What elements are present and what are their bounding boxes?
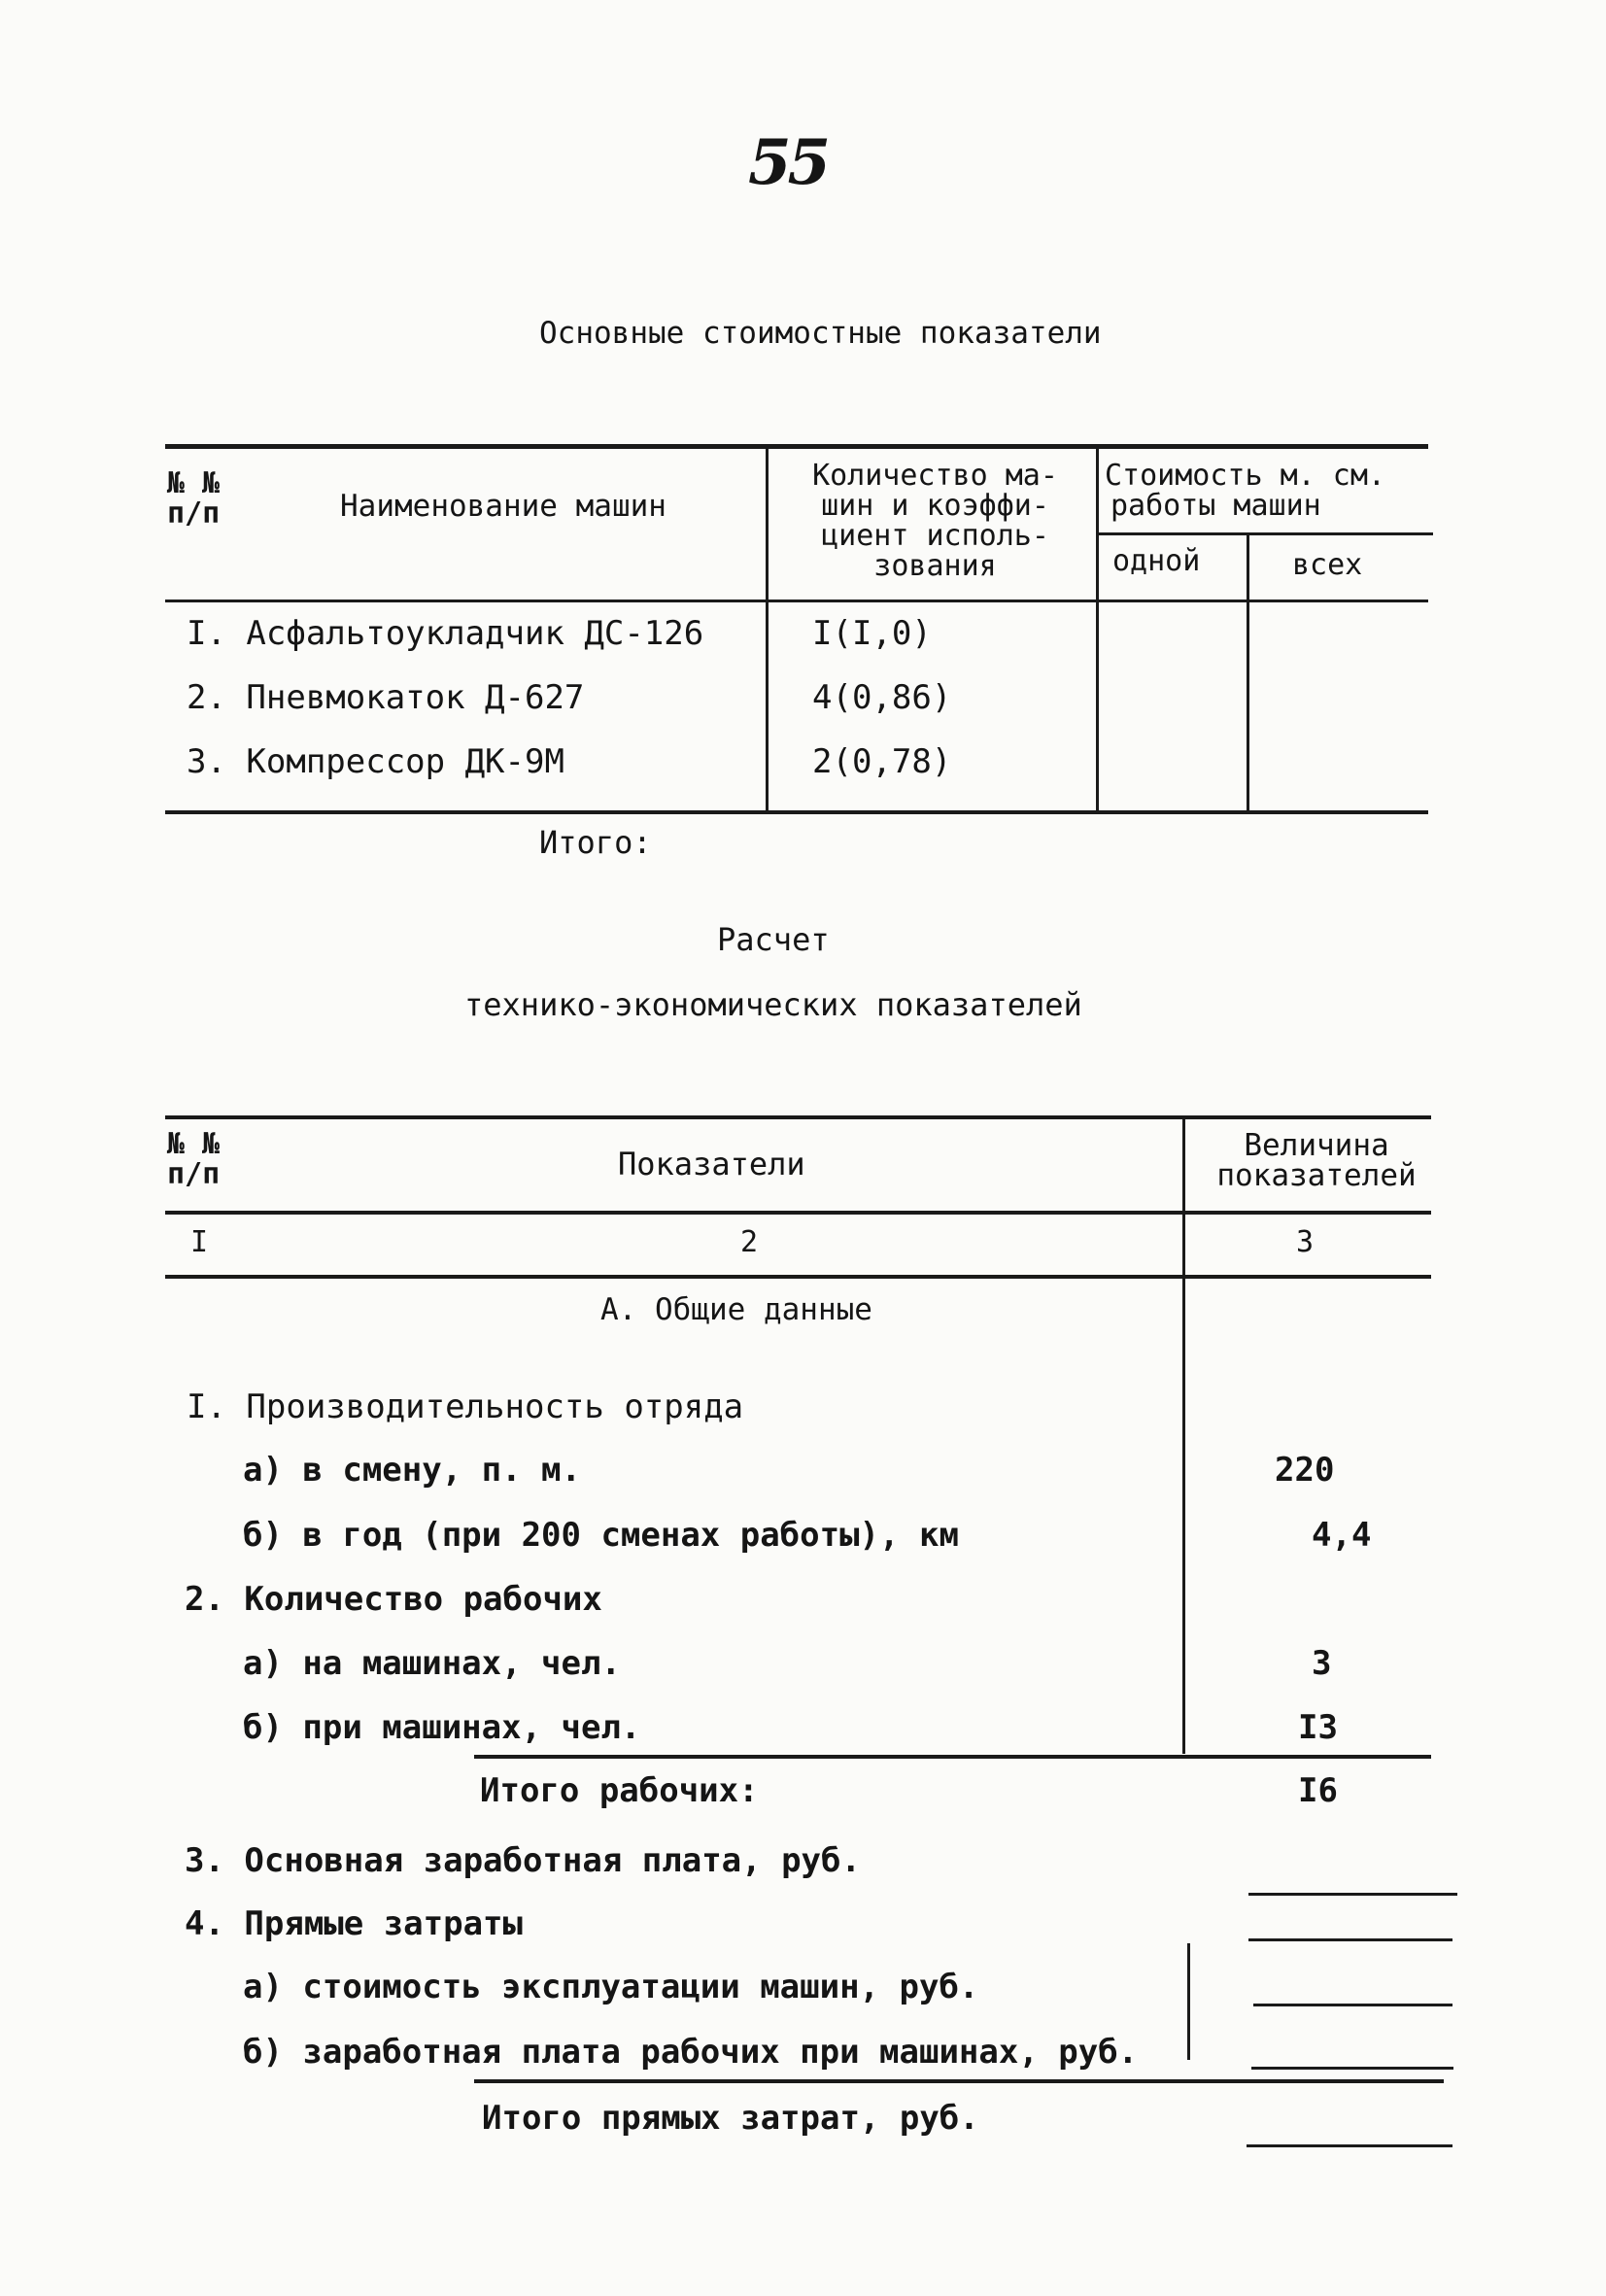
table1-row-name: 3. Компрессор ДК-9М [187,742,564,781]
table1-row-qty: 2(0,78) [812,742,952,781]
table2-top-rule [165,1115,1431,1119]
table2-value-header: Величина показателей [1216,1128,1417,1193]
indicator-label: а) стоимость эксплуатации машин, руб. [243,1968,979,2006]
table2-header-rule [165,1211,1431,1215]
table1-vline-2 [1096,447,1099,810]
indicator-value: 4,4 [1312,1516,1372,1555]
table1-vline-1 [766,447,769,810]
table1-name-header: Наименование машин [340,489,666,524]
table1-row-qty: 4(0,86) [812,678,952,717]
section2-title-line2: технико-экономических показателей [464,986,1082,1023]
table2-colnum-rule [165,1275,1431,1279]
section2-title-line1: Расчет [717,921,830,958]
table1-qty-header: Количество ма- шин и коэффи- циент исполь- зования [812,459,1058,583]
table2-num-header: № № п/п [167,1127,221,1191]
table1-cost-one-header: одной [1112,544,1201,578]
indicator-label: Итого прямых затрат, руб. [482,2099,979,2138]
indicator-value: 3 [1312,1644,1332,1683]
table1-cost-all-header: всех [1292,548,1363,582]
table2-colnum-3: 3 [1296,1225,1315,1259]
indicator-label: б) заработная плата рабочих при машинах, руб. [243,2033,1139,2072]
indicator-label: Итого рабочих: [480,1771,759,1810]
table1-row-qty: I(I,0) [812,614,932,653]
table1-vline-3 [1247,534,1249,810]
table1-header-rule [165,600,1428,602]
indicator-label: 2. Количество рабочих [185,1580,602,1619]
indicator-label: а) в смену, п. м. [243,1451,581,1490]
table2-colnum-1: I [190,1225,209,1259]
table1-bottom-rule [165,810,1428,814]
table1-total-label: Итого: [539,824,652,861]
table2-indicators-header: Показатели [618,1146,805,1182]
blank-value-line [1247,2144,1452,2147]
indicator-label: б) в год (при 200 сменах работы), км [243,1516,959,1555]
table2-direct-rule [474,2079,1444,2083]
blank-value-line [1253,2004,1452,2006]
indicator-value: 220 [1275,1451,1335,1490]
indicator-value: I3 [1298,1708,1338,1747]
subsection-a-title: А. Общие данные [600,1292,872,1327]
table2-workers-rule [474,1755,1431,1759]
indicator-label: 3. Основная заработная плата, руб. [185,1841,861,1880]
blank-value-line [1248,1893,1457,1896]
table1-top-rule [165,444,1428,449]
indicator-label: I. Производительность отряда [187,1388,744,1426]
table1-cost-subrule [1098,532,1433,535]
table2-colnum-2: 2 [740,1225,759,1259]
indicator-label: б) при машинах, чел. [243,1708,641,1747]
indicator-label: а) на машинах, чел. [243,1644,621,1683]
page-number: 55 [748,126,828,199]
table1-row-name: 2. Пневмокаток Д-627 [187,678,585,717]
table1-num-header: № № п/п [167,466,221,531]
table1-cost-header: Стоимость м. см. работы машин [1105,459,1385,523]
table2-vline-lower [1187,1943,1190,2060]
table1-row-name: I. Асфальтоукладчик ДС-126 [187,614,704,653]
blank-value-line [1251,2067,1453,2070]
indicator-value: I6 [1298,1771,1338,1810]
blank-value-line [1248,1938,1452,1941]
section1-title: Основные стоимостные показатели [539,316,1102,351]
table2-vline [1182,1117,1185,1754]
indicator-label: 4. Прямые затраты [185,1904,523,1943]
